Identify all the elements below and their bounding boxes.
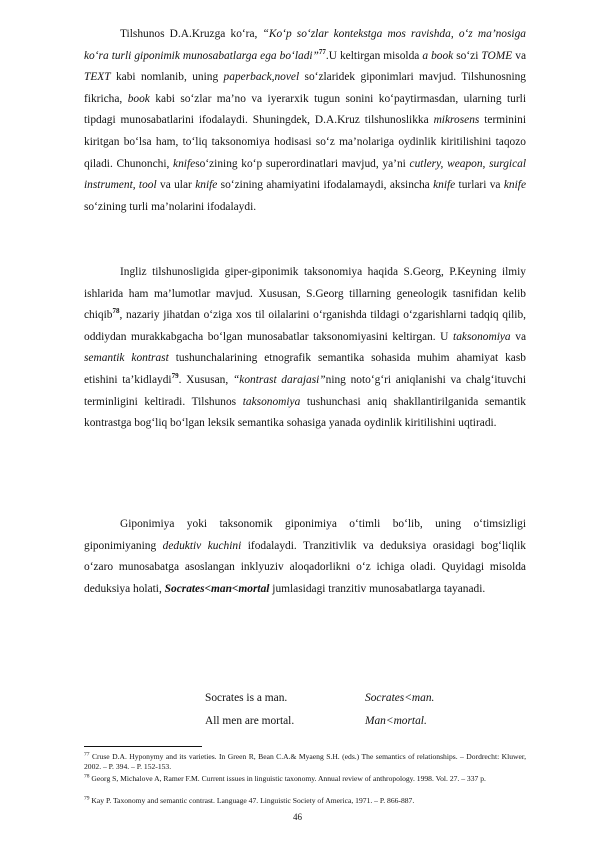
term-italic: knife — [433, 179, 456, 192]
page-number: 46 — [293, 812, 302, 822]
footnote-text: Cruse D.A. Hyponymy and its varieties. In Green R, Bean C.A.& Myaeng S.H. (eds.) The semantics of relationships. – Dordrecht: Kluwer, 2002. – P. 394. – P. 152-153. — [84, 752, 526, 772]
example-sentence: Socrates is a man. — [205, 692, 288, 704]
term-italic: book — [127, 92, 150, 105]
text-run: va — [510, 330, 526, 343]
footnote-number: 78 — [84, 773, 90, 780]
footnote-text: Kay P. Taxonomy and semantic contrast. Language 47. Linguistic Society of America, 1971. – P. 866-887. — [89, 796, 415, 805]
example-line — [205, 690, 435, 706]
term-italic: deduktiv kuchini — [162, 539, 242, 552]
text-run: tushunchasi aniq shakllantirilganida semantik kontrastga bog‘liq bo‘lgan leksik semantika sohasiga yanada oydinlik kiritilishini uqtiradi. — [84, 395, 526, 430]
text-run: Giponimiya yoki taksonomik giponimiya o‘timli bo‘lib, uning o‘timsizligi giponimiyaning — [84, 518, 526, 552]
footnote-ref-79[interactable]: 79 — [171, 372, 179, 381]
paragraph-giponimiya — [84, 514, 526, 600]
term-italic: knife — [195, 179, 218, 192]
term-italic: taksonomiya — [242, 395, 301, 408]
term-italic: semantik kontrast — [84, 352, 169, 365]
footnote-number: 79 — [84, 795, 90, 802]
footnote-text: Georg S, Michalove A, Ramer F.M. Current issues in linguistic taxonomy. Annual review of anthropology. 1998. Vol. 27. – 337 p. — [89, 774, 486, 783]
text-run: so‘zining ahamiyatini ifodalamaydi, aksincha — [217, 179, 434, 192]
term-italic: knife — [173, 157, 196, 170]
quote-italic: “Ko‘p so‘zlar kontekstga mos ravishda, o‘z ma’nosiga ko‘ra turli giponimik munosabatlarga ega bo‘ladi” — [84, 28, 526, 62]
term-italic: paperback,novel — [223, 71, 300, 84]
paragraph-georg — [84, 262, 526, 435]
footnote-77 — [84, 752, 526, 773]
term-bold-italic: Socrates<man<mortal — [164, 582, 270, 595]
example-formula: Man<mortal. — [365, 715, 427, 727]
paragraph-kruse — [84, 24, 526, 218]
term-italic: taksonomiya — [453, 330, 511, 343]
footnote-78 — [84, 774, 526, 784]
text-run: Tilshunos D.A.Kruzga ko‘ra, — [120, 28, 263, 40]
term-italic: “kontrast darajasi” — [232, 373, 326, 386]
footnote-79 — [84, 796, 526, 806]
text-run: va ular — [156, 179, 196, 192]
footnote-ref-78[interactable]: 78 — [112, 307, 120, 316]
text-run: so‘zining turli ma’nolarini ifodalaydi. — [84, 200, 257, 213]
text-run: terminini kiritgan bo‘lsa ham, to‘liq taksonomiya hodisasi so‘z ma’nolariga oydinlik kiritilishini taqozo qiladi. Chunonchi, — [84, 114, 527, 170]
footnote-number: 77 — [84, 751, 90, 758]
text-run: ning noto‘g‘ri aniqlanishi va chalg‘ituvchi terminligini keltiradi. Tilshunos — [84, 373, 527, 408]
term-italic: TEXT — [84, 71, 111, 84]
text-run: so‘zlaridek giponimlari mavjud. Tilshunosning fikricha, — [84, 71, 526, 105]
term-italic: mikrosens — [433, 114, 480, 127]
footnote-ref-77[interactable]: 77 — [318, 47, 326, 56]
term-italic: a book — [422, 49, 454, 62]
text-run: ifodalaydi. Tranzitivlik va deduksiya orasidagi bog‘liqlik o‘zaro munosabatga asoslangan inklyuziv aloqadorlikni o‘z ichiga oladi. Quyidagi misolda deduksiya holati, — [84, 539, 526, 595]
text-run: so‘zining ko‘p superordinatlari mavjud, ya’ni — [195, 157, 410, 170]
text-run: kabi nomlanib, uning — [110, 71, 224, 84]
term-italic: TOME — [481, 49, 513, 62]
example-line — [205, 713, 427, 729]
text-run: kabi so‘zlar ma’no va iyerarxik tugun sonini ko‘paytirmasdan, ularning turli tipdagi munosabatlarini ifodalaydi. Shuningdek, D.A.Kruz tilshunoslikka — [84, 92, 526, 127]
text-run: va — [512, 49, 527, 62]
example-sentence: All men are mortal. — [205, 715, 295, 727]
term-italic: knife — [503, 179, 526, 192]
text-run: .U keltirgan misolda — [325, 49, 423, 62]
text-run: . Xususan, — [178, 373, 233, 386]
text-run: turlari va — [455, 179, 504, 192]
text-run: Ingliz tilshunosligida giper-giponimik taksonomiya haqida S.Georg, P.Keyning ilmiy ishlarida ham ma’lumotlar mavjud. Xususan, S.Georg tillarning geneologik tasnifidan kelib chiqib — [84, 266, 526, 322]
text-run: jumlasidagi tranzitiv munosabatlarga tayanadi. — [269, 582, 486, 595]
text-run: , nazariy jihatdan o‘ziga xos til oilalarini o‘rganishda tildagi o‘zgarishlarni tadqiq qilib, oddiydan murakkabgacha bo‘lgan munosabatlar taksonomiyasini keltirgan. U — [84, 309, 526, 343]
text-run: tushunchalarining etnografik semantika sohasida muhim ahamiyat kasb etishini ta’kidlaydi — [84, 352, 526, 386]
text-run: so‘zi — [453, 49, 482, 62]
example-formula: Socrates<man. — [365, 692, 435, 704]
footnote-divider — [84, 746, 202, 747]
term-italic: cutlery, weapon, surgical instrument, tool — [84, 157, 527, 192]
